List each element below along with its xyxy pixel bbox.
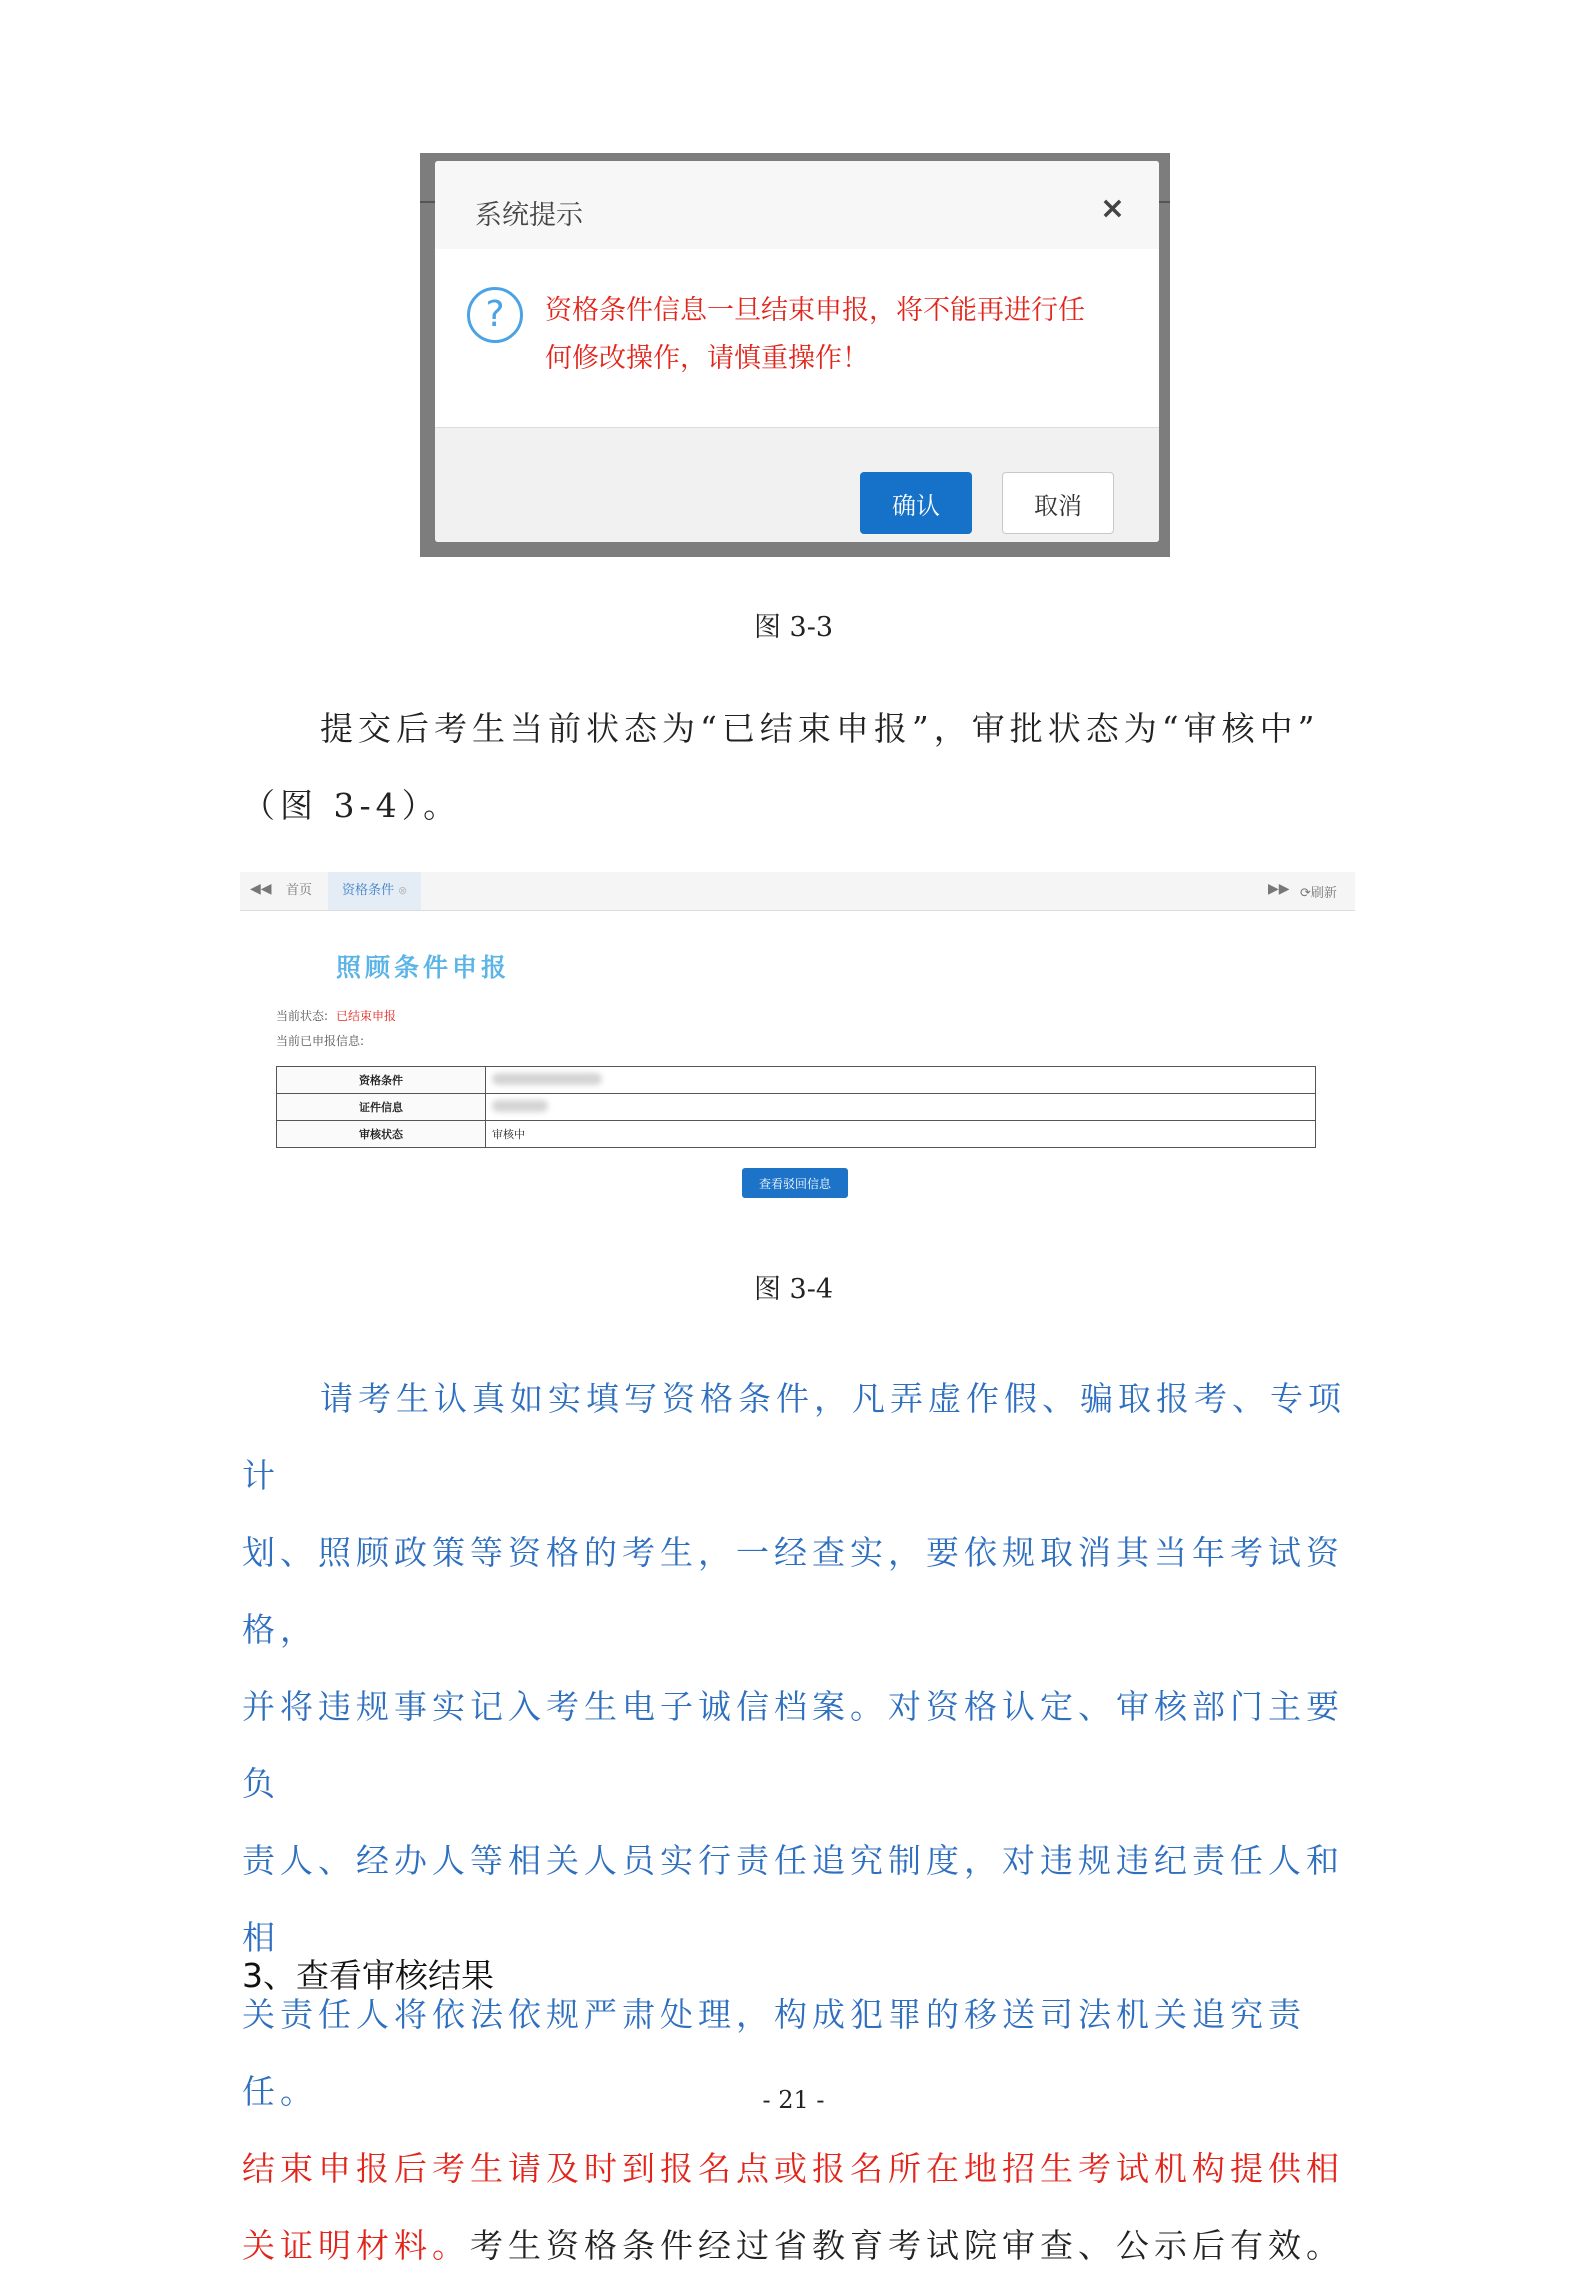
paragraph-line: 划、照顾政策等资格的考生，一经查实，要依规取消其当年考试资格，: [242, 1533, 1344, 1649]
paragraph-status-description: [242, 690, 1350, 844]
figure-3-3-caption: 图 3-3: [753, 612, 834, 643]
table-row: [277, 1094, 1316, 1121]
tab-home[interactable]: 首页: [286, 883, 313, 898]
status-label: 当前状态:: [276, 1009, 329, 1023]
tab-scroll-right-icon[interactable]: ▶▶: [1268, 881, 1290, 897]
tab-bar: [240, 872, 1355, 911]
page-number: - 21 -: [762, 2086, 825, 2114]
refresh-button[interactable]: ⟳刷新: [1300, 886, 1337, 901]
confirm-button[interactable]: 确认: [860, 472, 972, 534]
table-row: [277, 1121, 1316, 1148]
paragraph-line: 结束申报后考生请及时到报名点或报名所在地招生考试机构提供相: [242, 2149, 1344, 2188]
cancel-button[interactable]: 取消: [1002, 472, 1114, 534]
table-row: [277, 1067, 1316, 1094]
figure-3-3-screenshot: [420, 153, 1170, 557]
row-key: 审核状态: [277, 1121, 486, 1148]
current-status: [276, 1007, 396, 1024]
tab-qualification[interactable]: [328, 872, 421, 910]
dialog-message-line-2: 何修改操作，请慎重操作！: [545, 343, 869, 374]
paragraph-line: 关责任人将依法依规严肃处理，构成犯罪的移送司法机关追究责任。: [242, 1995, 1306, 2111]
redacted-blur: [492, 1073, 602, 1085]
question-icon: ?: [467, 287, 523, 343]
redacted-blur: [492, 1100, 548, 1112]
row-value: 审核中: [486, 1121, 1316, 1148]
dialog-message: [545, 287, 1145, 383]
figure-3-4-screenshot: [240, 872, 1355, 1212]
dialog-message-line-1: 资格条件信息一旦结束申报，将不能再进行任: [545, 295, 1085, 326]
section-title: 3、查看审核结果: [242, 1956, 494, 1995]
status-value: 已结束申报: [336, 1009, 397, 1023]
tab-qualification-label: 资格条件: [342, 883, 395, 898]
row-key: 资格条件: [277, 1067, 486, 1094]
dialog-header: [435, 161, 1159, 249]
system-prompt-dialog: [435, 161, 1159, 542]
dialog-title: 系统提示: [475, 200, 583, 231]
paragraph-integrity-notice: [242, 1360, 1350, 2284]
paragraph-line: 并将违规事实记入考生电子诚信档案。对资格认定、审核部门主要负: [242, 1687, 1344, 1803]
paragraph-line: 责人、经办人等相关人员实行责任追究制度，对违规违纪责任人和相: [242, 1841, 1344, 1957]
paragraph-line: 提交后考生当前状态为“已结束申报”，审批状态为“审核中”: [320, 709, 1320, 748]
dialog-footer: [435, 427, 1159, 542]
row-key: 证件信息: [277, 1094, 486, 1121]
declared-info-table: [276, 1066, 1316, 1148]
figure-3-4-caption: 图 3-4: [753, 1274, 834, 1305]
tab-close-icon[interactable]: ⊗: [398, 884, 408, 897]
paragraph-line: 请考生认真如实填写资格条件，凡弄虚作假、骗取报考、专项计: [242, 1379, 1346, 1495]
paragraph-line: 关证明材料。考生资格条件经过省教育考试院审查、公示后有效。: [242, 2226, 1344, 2265]
page-heading: 照顾条件申报: [336, 953, 511, 982]
row-value-redacted: [486, 1067, 1316, 1094]
row-value-redacted: [486, 1094, 1316, 1121]
declared-info-label: 当前已申报信息:: [276, 1034, 365, 1048]
view-rejection-button[interactable]: 查看驳回信息: [742, 1168, 848, 1198]
close-icon[interactable]: ×: [1099, 191, 1125, 226]
dialog-body: [435, 249, 1159, 427]
paragraph-line: （图 3-4）。: [242, 786, 462, 825]
tab-scroll-left-icon[interactable]: ◀◀: [250, 881, 272, 897]
